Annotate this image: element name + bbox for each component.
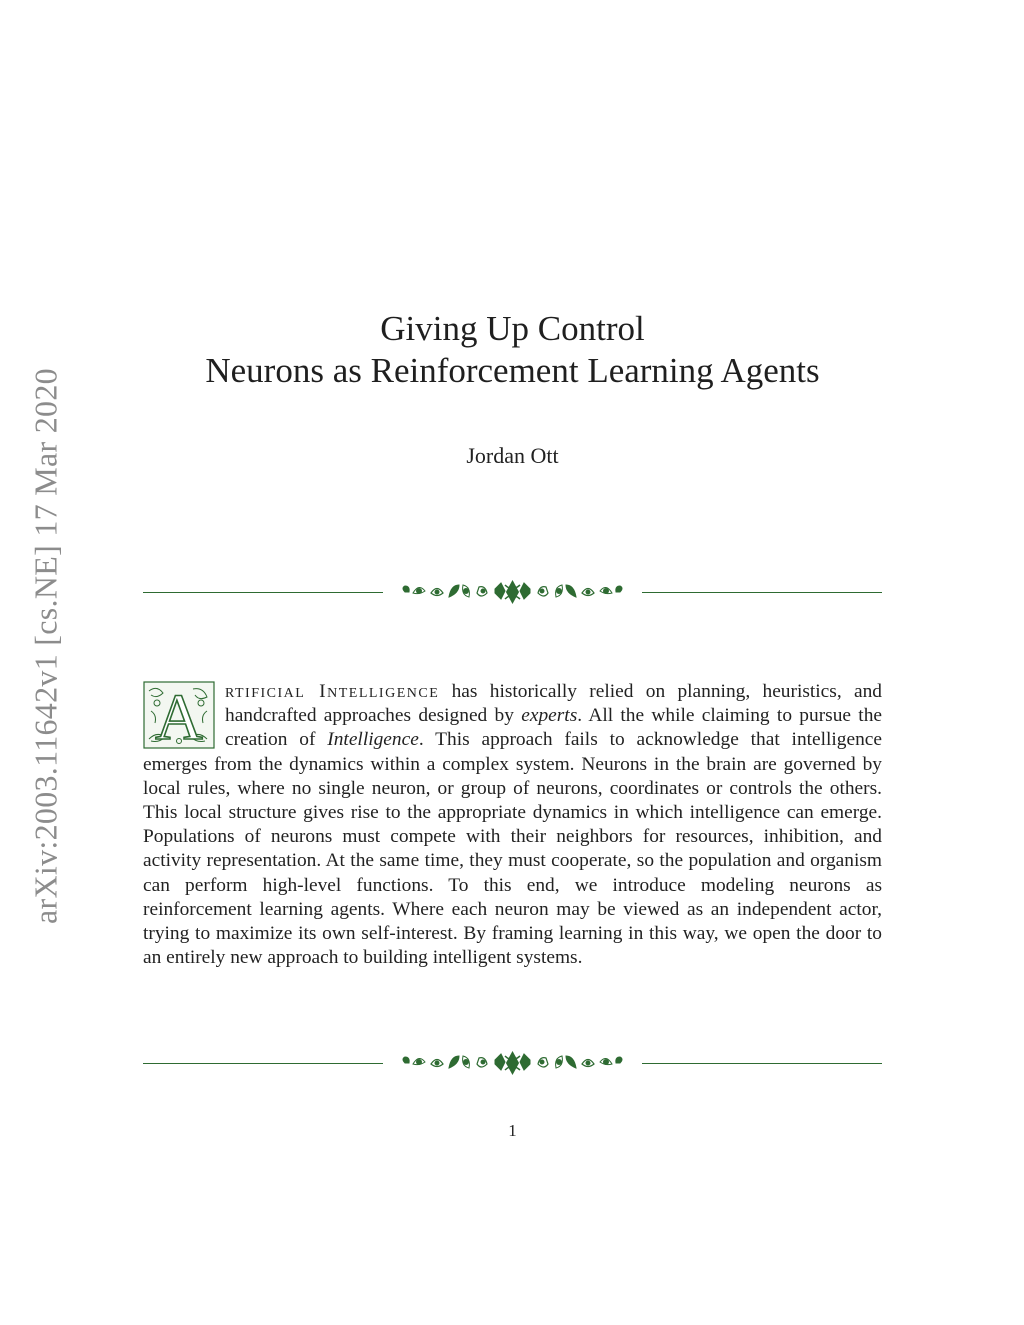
fleuron-ornament-icon	[393, 577, 632, 607]
ornament-divider-bottom	[143, 1048, 882, 1078]
page-number: 1	[508, 1121, 517, 1140]
title-line-1: Giving Up Control	[380, 309, 645, 348]
abstract-segment-2: . All the while claiming to pursue the creation of	[225, 705, 882, 751]
abstract-lead-smallcaps: rtificial Intelligence	[225, 681, 440, 702]
abstract-segment-3: . This approach fails to acknowledge that intelligence emerges from the dynamics within a complex system. Neurons in the brain are governed by local rules, where no single neuron, or group of neurons, coordinates or controls the others. This local structure gives rise to the appropriate dynamics in which intelligence can emerge. Populations of neurons must compete with their neighbors for resources, inhibition, and activity representation. At the same time, they must cooperate, so the population and organism can perform high-level functions. To this end, we introduce modeling neurons as reinforcement learning agents. Where each neuron may be viewed as an independent actor, trying to maximize its own self-interest. By framing learning in this way, we open the door to an entirely new approach to building intelligent systems.	[143, 729, 882, 969]
ornament-divider-top	[143, 577, 882, 607]
abstract-emphasis-experts: experts	[521, 705, 578, 727]
rule-line-left	[143, 592, 383, 593]
arxiv-side-stamp	[20, 350, 72, 942]
dropcap-letter: A	[155, 681, 203, 749]
abstract-emphasis-intelligence: Intelligence	[327, 729, 419, 751]
title-line-2: Neurons as Reinforcement Learning Agents	[205, 351, 820, 390]
rule-line-right	[642, 1063, 882, 1064]
abstract-paragraph	[143, 680, 882, 970]
rule-line-left	[143, 1063, 383, 1064]
paper-title	[143, 308, 882, 392]
abstract-segment-1: has historically relied on planning, heuristics, and handcrafted approaches designed by	[225, 681, 882, 727]
author-name: Jordan Ott	[466, 443, 559, 468]
rule-line-right	[642, 592, 882, 593]
fleuron-ornament-icon	[393, 1048, 632, 1078]
decorative-dropcap-icon	[143, 681, 215, 749]
arxiv-identifier: arXiv:2003.11642v1 [cs.NE] 17 Mar 2020	[27, 368, 64, 924]
